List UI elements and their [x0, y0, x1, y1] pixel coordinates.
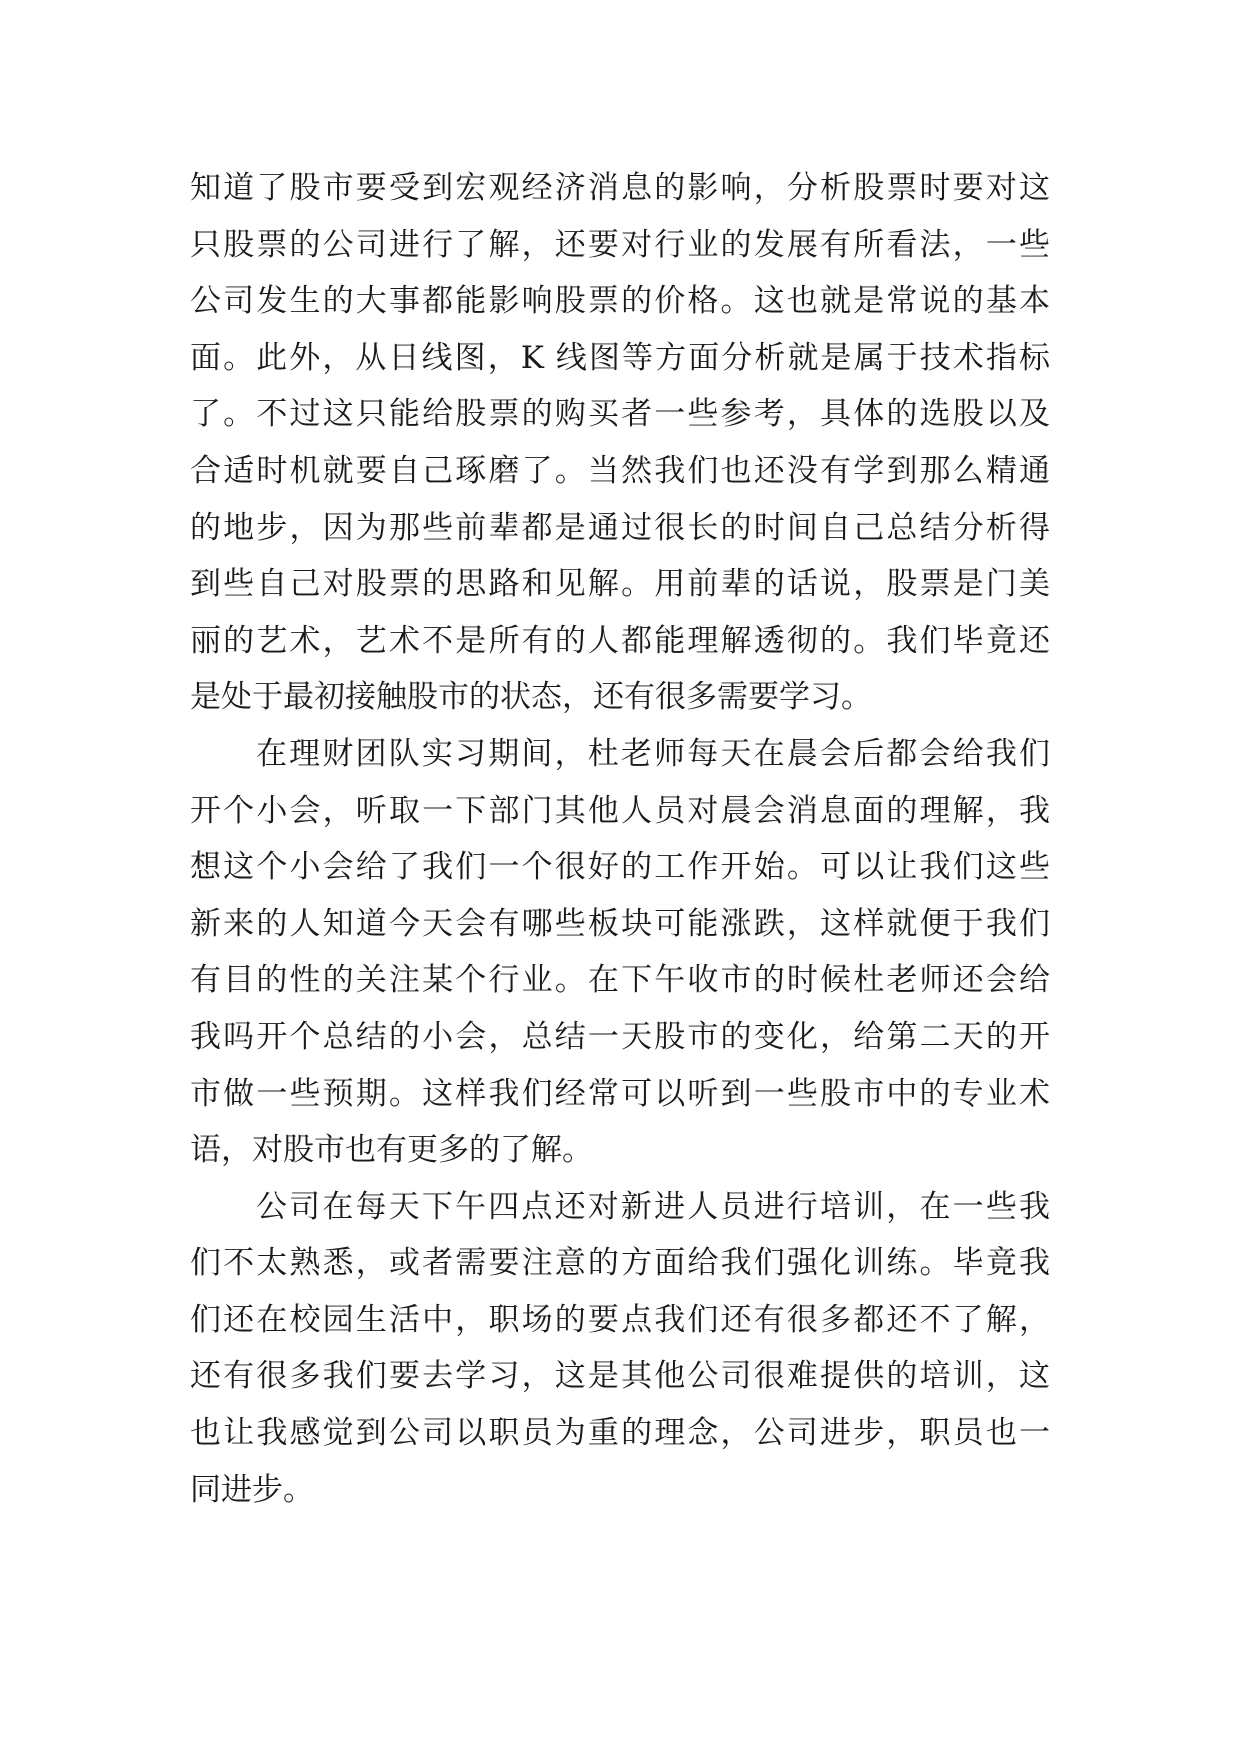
text-line: 了。不过这只能给股票的购买者一些参考，具体的选股以及 — [190, 396, 1050, 433]
text-line: 们还在校园生活中，职场的要点我们还有很多都还不了解， — [190, 1301, 1050, 1338]
text-line: 只股票的公司进行了解，还要对行业的发展有所看法，一些 — [190, 226, 1050, 263]
text-line: 同进步。 — [190, 1471, 314, 1508]
text-line: 市做一些预期。这样我们经常可以听到一些股市中的专业术 — [190, 1075, 1050, 1112]
text-line: 开个小会，听取一下部门其他人员对晨会消息面的理解，我 — [190, 792, 1050, 829]
text-line: 知道了股市要受到宏观经济消息的影响，分析股票时要对这 — [190, 170, 1050, 206]
text-line: 有目的性的关注某个行业。在下午收市的时候杜老师还会给 — [190, 962, 1050, 999]
text-line: 是处于最初接触股市的状态，还有很多需要学习。 — [190, 679, 872, 716]
text-line: 公司在每天下午四点还对新进人员进行培训，在一些我 — [256, 1188, 1050, 1225]
paragraph-2 — [190, 726, 1050, 1179]
text-line: 语，对股市也有更多的了解。 — [190, 1132, 593, 1169]
paragraph-1 — [190, 160, 1050, 726]
text-line: 想这个小会给了我们一个很好的工作开始。可以让我们这些 — [190, 849, 1050, 886]
text-line: 到些自己对股票的思路和见解。用前辈的话说，股票是门美 — [190, 566, 1050, 603]
document-body — [190, 160, 1050, 1518]
text-line: 我吗开个总结的小会，总结一天股市的变化，给第二天的开 — [190, 1018, 1050, 1055]
text-line: 还有很多我们要去学习，这是其他公司很难提供的培训，这 — [190, 1358, 1050, 1395]
text-line: 面。此外，从日线图，K 线图等方面分析就是属于技术指标 — [190, 339, 1050, 376]
text-line: 合适时机就要自己琢磨了。当然我们也还没有学到那么精通 — [190, 452, 1050, 489]
text-line: 在理财团队实习期间，杜老师每天在晨会后都会给我们 — [256, 735, 1050, 772]
text-line: 也让我感觉到公司以职员为重的理念，公司进步，职员也一 — [190, 1415, 1050, 1452]
text-line: 们不太熟悉，或者需要注意的方面给我们强化训练。毕竟我 — [190, 1245, 1050, 1282]
paragraph-3 — [190, 1179, 1050, 1519]
text-line: 的地步，因为那些前辈都是通过很长的时间自己总结分析得 — [190, 509, 1050, 546]
text-line: 丽的艺术，艺术不是所有的人都能理解透彻的。我们毕竟还 — [190, 622, 1050, 659]
text-line: 公司发生的大事都能影响股票的价格。这也就是常说的基本 — [190, 283, 1050, 320]
text-line: 新来的人知道今天会有哪些板块可能涨跌，这样就便于我们 — [190, 905, 1050, 942]
